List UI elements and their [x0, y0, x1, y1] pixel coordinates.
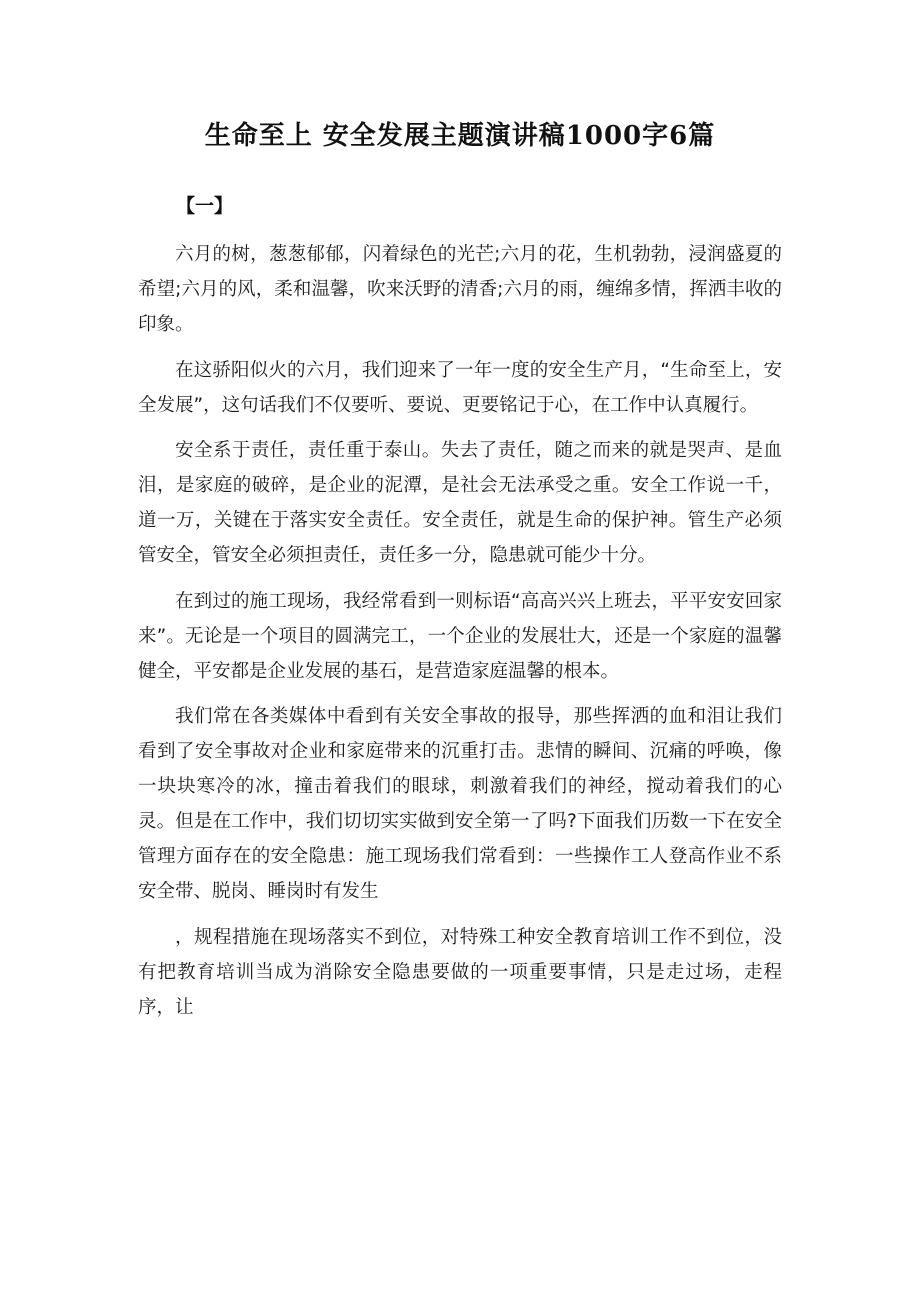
paragraph-6: ，规程措施在现场落实不到位，对特殊工种安全教育培训工作不到位，没有把教育培训当成为消除安全隐患要做的一项重要事情，只是走过场，走程序，让 — [138, 926, 782, 1018]
paragraph-3: 安全系于责任，责任重于泰山。失去了责任，随之而来的就是哭声、是血泪，是家庭的破碎，是企业的泥潭，是社会无法承受之重。安全工作说一千，道一万，关键在于落实安全责任。安全责任，就是生命的保护神。管生产必须管安全，管安全必须担责任，责任多一分，隐患就可能少十分。 — [138, 440, 782, 566]
paragraph-1: 六月的树，葱葱郁郁，闪着绿色的光芒;六月的花，生机勃勃，浸润盛夏的希望;六月的风，柔和温馨，吹来沃野的清香;六月的雨，缠绵多情，挥洒丰收的印象。 — [138, 244, 782, 335]
paragraph-4: 在到过的施工现场，我经常看到一则标语“高高兴兴上班去，平平安安回家来”。无论是一个项目的圆满完工，一个企业的发展壮大，还是一个家庭的温馨健全，平安都是企业发展的基石，是营造家庭温馨的根本。 — [138, 590, 782, 682]
section-heading: 【一】 — [176, 195, 234, 217]
document-title: 生命至上 安全发展主题演讲稿1000字6篇 — [204, 121, 716, 151]
document-body — [138, 237, 782, 1035]
paragraph-2: 在这骄阳似火的六月，我们迎来了一年一度的安全生产月，“生命至上，安全发展”，这句话我们不仅要听、要说、更要铭记于心，在工作中认真履行。 — [138, 359, 782, 416]
paragraph-5: 我们常在各类媒体中看到有关安全事故的报导，那些挥洒的血和泪让我们看到了安全事故对企业和家庭带来的沉重打击。悲情的瞬间、沉痛的呼唤，像一块块寒冷的冰，撞击着我们的眼球，刺激着我们的神经，搅动着我们的心灵。但是在工作中，我们切切实实做到安全第一了吗?下面我们历数一下在安全管理方面存在的安全隐患：施工现场我们常看到：一些操作工人登高作业不系安全带、脱岗、睡岗时有发生 — [138, 706, 782, 902]
